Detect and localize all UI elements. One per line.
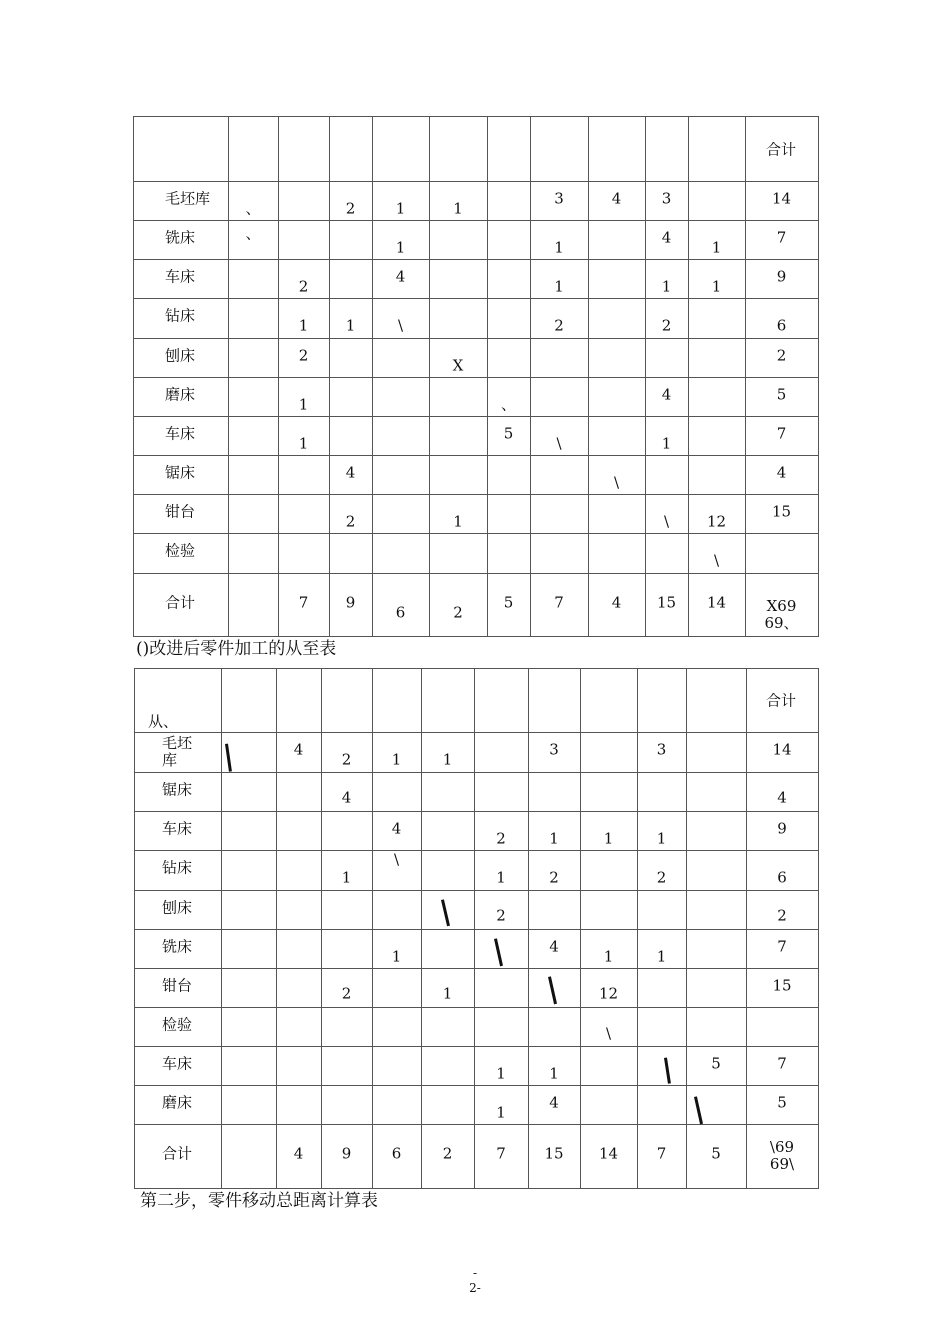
table2-row-label: 检验 — [162, 1015, 193, 1033]
table2-row-rule — [134, 1188, 819, 1189]
table1-cell: 3 — [661, 189, 672, 207]
table2-cell: 3 — [656, 740, 667, 759]
table1-cell: 14 — [706, 593, 727, 611]
table2-cell: 4 — [391, 819, 402, 837]
table2-cell: \69 69\ — [769, 1138, 795, 1173]
table2-cell: 4 — [293, 1144, 304, 1163]
table2-cell: 1 — [496, 1103, 506, 1121]
table1-cell: \ — [713, 551, 720, 570]
table2-diagonal-mark — [548, 976, 557, 1004]
table1-row-rule — [133, 338, 819, 339]
table2-cell: \ — [605, 1024, 612, 1042]
table1-cell: 4 — [611, 593, 622, 611]
table2-cell: 5 — [711, 1144, 721, 1163]
table2-diagonal-mark — [664, 1058, 671, 1084]
table2-row-label: 车床 — [162, 819, 193, 837]
table2-cell: 12 — [598, 984, 619, 1002]
table1-cell: 7 — [776, 424, 787, 442]
table2-cell: 4 — [293, 740, 304, 759]
table2-row-rule — [134, 850, 819, 851]
table1-header-total: 合计 — [765, 140, 797, 159]
table1-row-label: 磨床 — [165, 385, 196, 403]
table1-cell: X — [452, 356, 464, 374]
table2-row-rule — [134, 968, 819, 969]
table1-cell: 1 — [453, 512, 463, 530]
table2-cell: 2 — [549, 868, 559, 887]
table2-cell: 5 — [777, 1093, 787, 1111]
table1-row-rule — [133, 259, 819, 260]
table1-cell: 4 — [661, 228, 672, 246]
table1-cell: 7 — [298, 593, 309, 611]
table1-cell: 1 — [711, 277, 722, 295]
table2-cell: 1 — [442, 750, 453, 769]
table1-cell: 1 — [298, 434, 309, 452]
table2-diagonal-mark — [494, 938, 503, 966]
table1-cell: 、 — [245, 199, 261, 217]
table1-cell: 9 — [776, 267, 787, 285]
table2-row-label: 铣床 — [162, 937, 193, 955]
table2-cell: 1 — [603, 947, 614, 965]
table1-row-rule — [133, 455, 819, 456]
table1-cell: \ — [556, 434, 562, 452]
table1-cell: 4 — [345, 463, 356, 481]
table2-cell: 6 — [777, 868, 787, 887]
from-to-table-improved — [134, 668, 818, 1188]
table2-cell: 2 — [777, 906, 787, 924]
table1-cell: 1 — [298, 395, 309, 413]
table1-cell: 1 — [298, 316, 309, 335]
table-caption-improved: ()改进后零件加工的从至表 — [136, 639, 337, 659]
table2-cell: 2 — [656, 868, 667, 887]
table2-row-label: 钻床 — [162, 858, 193, 877]
table2-cell: 1 — [391, 750, 402, 769]
table1-cell: 1 — [554, 238, 564, 256]
table1-cell: 2 — [298, 346, 309, 364]
table2-row-label: 磨床 — [162, 1093, 193, 1111]
table1-cell: 2 — [776, 346, 787, 364]
table1-cell: 、 — [245, 224, 261, 242]
table1-row-rule — [133, 116, 819, 117]
table1-row-rule — [133, 573, 819, 574]
page-number-dash: - — [472, 1266, 478, 1280]
table2-cell: 2 — [496, 829, 506, 847]
table1-cell: 4 — [661, 385, 672, 403]
table1-row-rule — [133, 220, 819, 221]
table2-header-total: 合计 — [765, 691, 797, 710]
table2-diagonal-mark — [441, 899, 450, 926]
table1-cell: 4 — [395, 267, 406, 285]
table2-cell: 9 — [777, 819, 787, 837]
table2-cell: 3 — [549, 740, 559, 759]
table1-row-rule — [133, 377, 819, 378]
table2-cell: 15 — [544, 1144, 564, 1163]
table1-cell: 3 — [554, 189, 564, 207]
table1-cell: 1 — [661, 277, 672, 295]
table2-cell: 1 — [442, 984, 453, 1002]
table2-row-label: 钳台 — [162, 976, 193, 994]
table1-cell: 1 — [345, 316, 356, 335]
table2-cell: 1 — [341, 868, 352, 887]
table2-row-rule — [134, 929, 819, 930]
table1-cell: 1 — [395, 238, 406, 256]
table2-cell: 1 — [603, 829, 614, 847]
table1-cell: 2 — [345, 512, 356, 530]
table2-row-label: 毛坯 库 — [162, 734, 193, 769]
table1-cell: 1 — [711, 238, 722, 256]
table1-row-label: 合计 — [165, 593, 196, 611]
table2-cell: 2 — [341, 750, 352, 769]
table1-cell: 1 — [661, 434, 672, 452]
table1-cell: 9 — [345, 593, 356, 611]
table1-cell: \ — [663, 512, 670, 530]
table2-cell: 2 — [442, 1144, 453, 1163]
table2-cell: 7 — [777, 937, 787, 955]
table2-cell: 1 — [496, 1064, 506, 1082]
table1-cell: 5 — [503, 424, 514, 442]
table1-row-label: 车床 — [165, 267, 196, 285]
table1-cell: 5 — [503, 593, 514, 611]
table2-diagonal-mark — [694, 1096, 703, 1124]
table1-cell: 2 — [453, 603, 463, 621]
table1-cell: 4 — [611, 189, 622, 207]
table1-cell: \ — [613, 473, 620, 491]
table1-row-label: 钳台 — [165, 502, 196, 520]
table2-cell: \ — [393, 850, 400, 869]
table2-row-rule — [134, 1046, 819, 1047]
table1-row-rule — [133, 298, 819, 299]
table2-row-rule — [134, 668, 819, 669]
table1-row-label: 钻床 — [165, 306, 196, 325]
table2-cell: 2 — [496, 906, 506, 924]
table2-cell: 7 — [656, 1144, 667, 1163]
table2-cell: 15 — [772, 976, 792, 994]
table2-cell: 1 — [391, 947, 402, 965]
table1-cell: 2 — [298, 277, 309, 295]
table2-row-rule — [134, 1007, 819, 1008]
table1-cell: 2 — [554, 316, 564, 335]
table1-row-rule — [133, 181, 819, 182]
table1-row-rule — [133, 416, 819, 417]
table1-cell: X69 69、 — [764, 596, 799, 632]
table1-cell: 12 — [706, 512, 727, 530]
page-number: 2- — [469, 1281, 481, 1295]
table2-diagonal-mark — [225, 744, 232, 772]
table2-cell: 4 — [549, 937, 559, 955]
table1-row-label: 铣床 — [165, 228, 196, 246]
table1-cell: 1 — [453, 199, 463, 217]
table2-cell: 1 — [656, 947, 667, 965]
table1-row-rule — [133, 494, 819, 495]
table2-cell: 4 — [341, 788, 352, 806]
table2-row-label: 锯床 — [162, 780, 193, 798]
table1-cell: 、 — [500, 395, 517, 413]
table2-cell: 4 — [549, 1093, 559, 1111]
from-to-table-original — [133, 116, 818, 636]
table2-cell: 7 — [777, 1054, 787, 1072]
table2-cell: 7 — [496, 1144, 506, 1163]
table1-row-label: 检验 — [165, 541, 196, 560]
table2-row-rule — [134, 811, 819, 812]
table2-cell: 1 — [496, 868, 506, 887]
table2-cell: 14 — [772, 740, 792, 759]
table1-cell: 7 — [554, 593, 564, 611]
table1-row-label: 毛坯库 — [165, 189, 211, 207]
table2-cell: 1 — [549, 1064, 559, 1082]
table1-cell: 2 — [345, 199, 356, 217]
table2-cell: 14 — [598, 1144, 619, 1163]
table1-cell: 1 — [554, 277, 564, 295]
table1-cell: 6 — [395, 603, 406, 621]
table1-cell: 14 — [771, 189, 792, 207]
table1-row-label: 锯床 — [165, 463, 196, 481]
table1-cell: 5 — [776, 385, 787, 403]
table2-row-rule — [134, 732, 819, 733]
table1-row-label: 车床 — [165, 424, 196, 442]
table2-row-rule — [134, 772, 819, 773]
table1-cell: 2 — [661, 316, 672, 335]
table1-cell: 15 — [656, 593, 677, 611]
table2-header-from: 从、 — [148, 712, 179, 731]
table2-row-rule — [134, 890, 819, 891]
table2-cell: 1 — [549, 829, 559, 847]
table2-cell: 1 — [656, 829, 667, 847]
table1-row-label: 刨床 — [165, 346, 196, 364]
table1-cell: 15 — [771, 502, 792, 520]
table2-row-label: 车床 — [162, 1054, 193, 1072]
table2-row-label: 合计 — [162, 1144, 193, 1163]
table1-cell: 6 — [776, 316, 787, 335]
table2-cell: 6 — [391, 1144, 402, 1163]
table2-cell: 2 — [341, 984, 352, 1002]
table2-row-rule — [134, 1085, 819, 1086]
table1-row-rule — [133, 533, 819, 534]
table2-row-label: 刨床 — [162, 898, 193, 916]
section-heading-step-two: 第二步，零件移动总距离计算表 — [140, 1191, 378, 1211]
table2-cell: 9 — [341, 1144, 352, 1163]
table1-cell: \ — [397, 316, 404, 335]
table1-cell: 1 — [395, 199, 406, 217]
table1-cell: 4 — [776, 463, 787, 481]
table1-row-rule — [133, 636, 819, 637]
table1-cell: 7 — [776, 228, 787, 246]
table2-cell: 5 — [711, 1054, 721, 1072]
table2-cell: 4 — [777, 788, 787, 806]
table2-row-rule — [134, 1124, 819, 1125]
